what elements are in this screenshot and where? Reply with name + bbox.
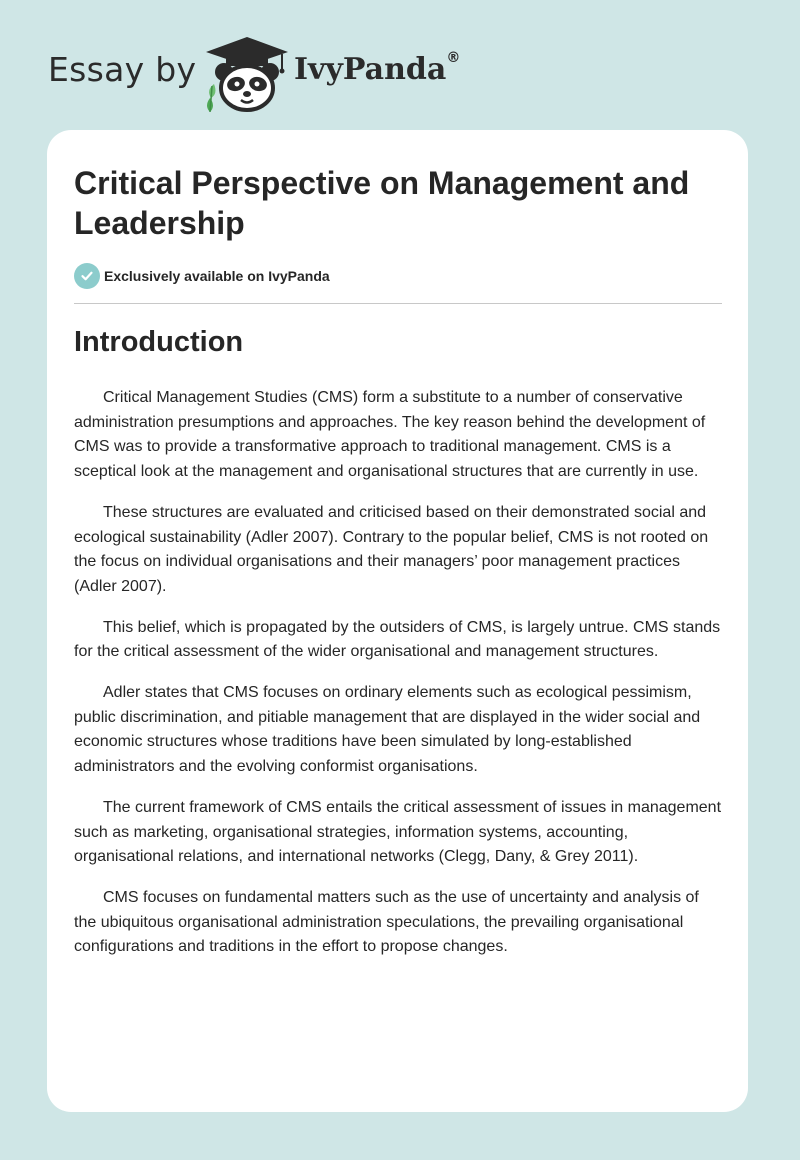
paragraph: This belief, which is propagated by the outsiders of CMS, is largely untrue. CMS stands for the critical assessment of the wider organisational and management structures. xyxy=(74,618,721,661)
paragraph: Adler states that CMS focuses on ordinary elements such as ecological pessimism, public discrimination, and pitiable management that are displayed in the wider social and economic structures whose traditions have been simulated by long-established administrators and the evolving conformist organisations. xyxy=(74,684,701,776)
section-heading: Introduction xyxy=(74,326,244,358)
page-title: Critical Perspective on Management and Leadership xyxy=(74,165,690,241)
exclusive-badge xyxy=(74,263,330,289)
check-circle-icon xyxy=(74,263,100,289)
brand-name[interactable] xyxy=(294,52,460,87)
paragraph: CMS focuses on fundamental matters such as the use of uncertainty and analysis of the ubiquitous organisational administration speculations, the prevailing organisational configurations and traditions in the effort to propose changes. xyxy=(74,888,699,956)
paragraph: The current framework of CMS entails the critical assessment of issues in management such as marketing, organisational strategies, information systems, accounting, organisational relations, and international networks (Clegg, Dany, & Grey 2011). xyxy=(74,798,722,866)
paragraph: These structures are evaluated and criticised based on their demonstrated social and ecological sustainability (Adler 2007). Contrary to the popular belief, CMS is not rooted on the focus on individual organisations and their managers’ poor management practices (Adler 2007). xyxy=(74,503,709,595)
article-card xyxy=(47,130,748,1112)
exclusive-label: Exclusively available on IvyPanda xyxy=(104,268,330,284)
registered-mark: ® xyxy=(446,50,461,66)
site-header xyxy=(48,30,548,112)
paragraph: Critical Management Studies (CMS) form a substitute to a number of conservative administration presumptions and approaches. The key reason behind the development of CMS was to provide a transformative approach to traditional management. CMS is a sceptical look at the management and organisational structures that are currently in use. xyxy=(74,389,706,481)
essay-by-label: Essay by xyxy=(48,50,197,89)
divider xyxy=(74,303,722,304)
panda-logo-icon[interactable] xyxy=(202,34,292,114)
article-body xyxy=(74,386,722,976)
brand-text: IvyPanda xyxy=(294,52,447,87)
